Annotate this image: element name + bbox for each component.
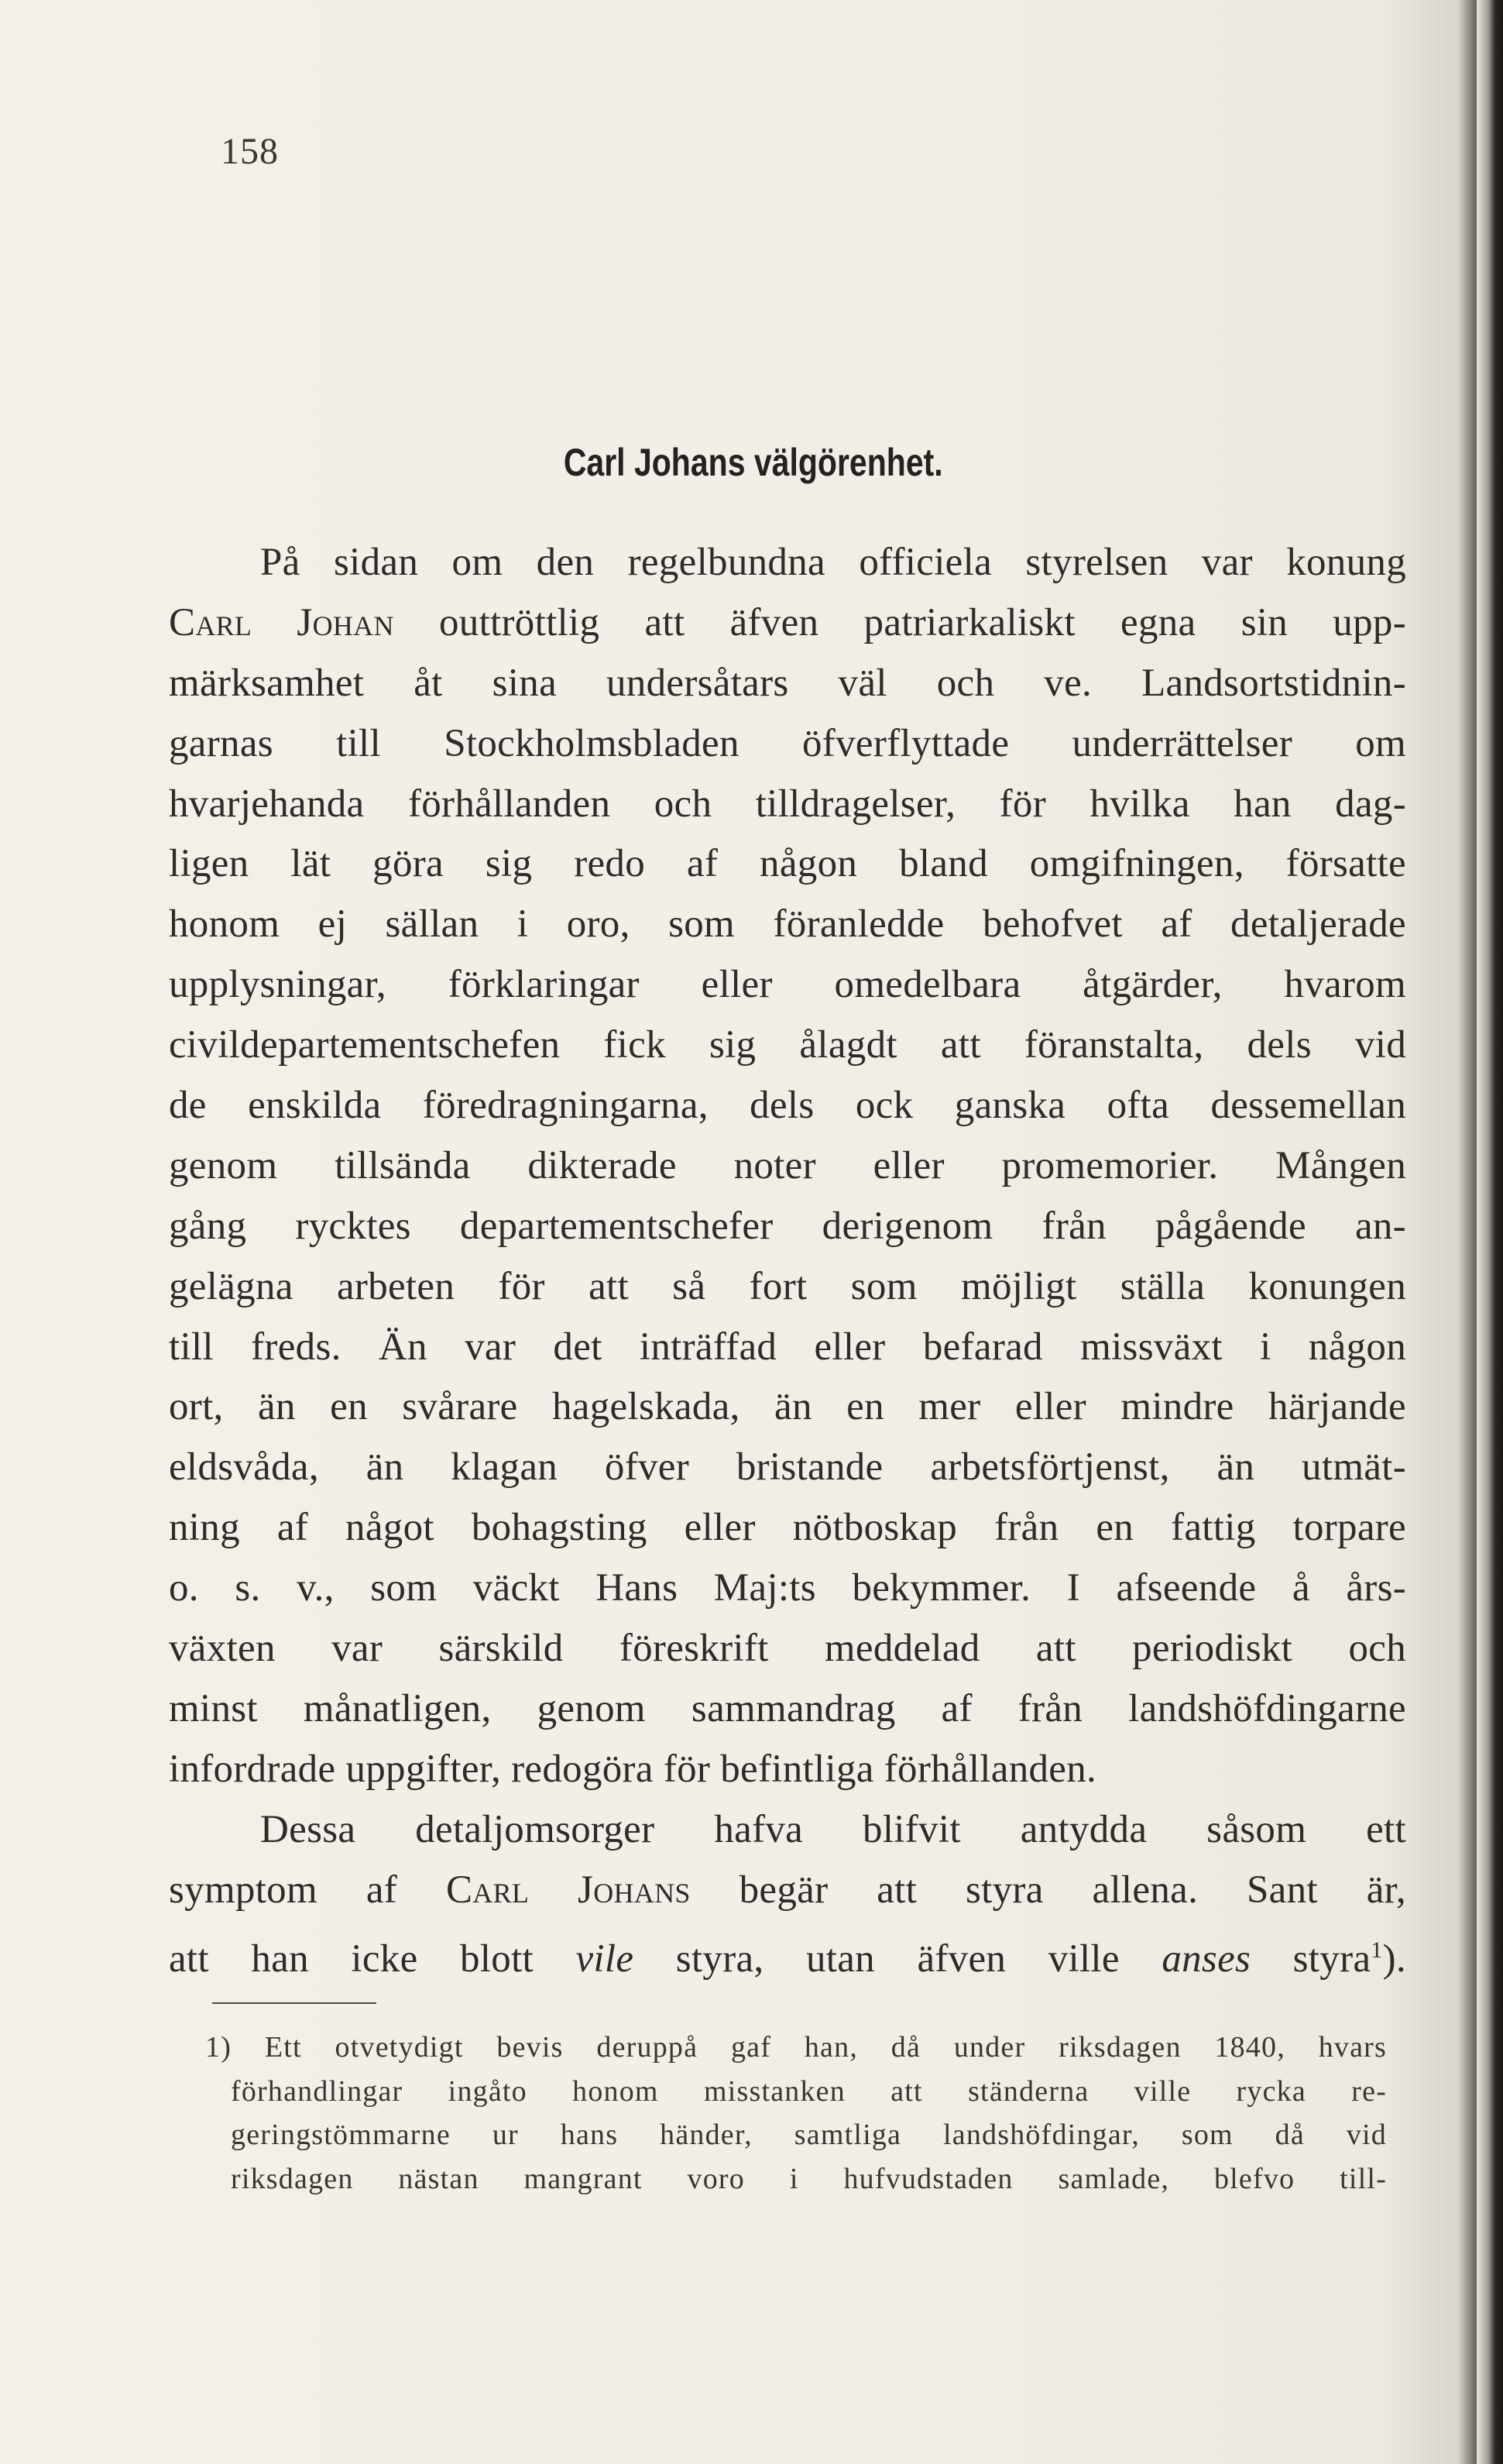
- body-line: På sidan om den regelbundna officiela styrelsen var konung: [260, 541, 1406, 584]
- body-line-text: outtröttlig att äfven patriarkaliskt egna sin upp-: [438, 600, 1406, 644]
- body-line: de enskilda föredragningarna, dels ock ganska ofta dessemellan: [169, 1084, 1406, 1128]
- body-line: minst månatligen, genom sammandrag af från landshöfdingarne: [169, 1686, 1406, 1730]
- body-line: märksamhet åt sina undersåtars väl och ve. Landsortstidnin-: [169, 661, 1406, 705]
- body-line: till freds. Än var det inträffad eller befarad missväxt i någon: [169, 1325, 1406, 1369]
- footnote-divider: [212, 2002, 376, 2004]
- footnote-marker: 1): [205, 2031, 232, 2064]
- footnote-line: [205, 2026, 1387, 2070]
- page-number: 158: [221, 131, 279, 172]
- emphasis-anses: anses: [1162, 1937, 1251, 1981]
- footnote-text: Ett otvetydigt bevis deruppå gaf han, då under riksdagen 1840, hvars: [264, 2031, 1388, 2064]
- body-line: Dessa detaljomsorger hafva blifvit antydda såsom ett: [260, 1807, 1406, 1851]
- footnotes: [205, 2026, 1388, 2201]
- footnote-line: geringstömmarne ur hans händer, samtliga landshöfdingar, som då vid: [231, 2119, 1387, 2151]
- footnote-line: riksdagen nästan mangrant voro i hufvudstaden samlade, blefvo till-: [231, 2162, 1387, 2195]
- body-line: [169, 1920, 1406, 1981]
- body-line: gelägna arbeten för att så fort som möjligt ställa konungen: [169, 1264, 1406, 1308]
- page-edge-shadow: [1477, 0, 1503, 2464]
- body-line: [169, 593, 1406, 654]
- body-line: infordrade uppgifter, redogöra för befintliga förhållanden.: [169, 1747, 1097, 1791]
- body-line: upplysningar, förklaringar eller omedelbara åtgärder, hvarom: [169, 963, 1406, 1007]
- body-line-text: begär att styra allena. Sant är,: [739, 1868, 1406, 1912]
- body-line-text: att han icke blott: [169, 1937, 534, 1981]
- body-line: o. s. v., som väckt Hans Maj:ts bekymmer. I afseende å års-: [169, 1566, 1406, 1610]
- body-line: växten var särskild föreskrift meddelad att periodiskt och: [169, 1627, 1406, 1671]
- body-line: garnas till Stockholmsbladen öfverflyttade underrättelser om: [169, 721, 1406, 765]
- body-line-text: styra, utan äfven ville: [675, 1937, 1120, 1981]
- body-line: hvarjehanda förhållanden och tilldragelser, för hvilka han dag-: [169, 782, 1406, 826]
- body-line-text: symptom af: [169, 1868, 398, 1912]
- body-line: ning af något bohagsting eller nötboskap från en fattig torpare: [169, 1506, 1406, 1550]
- body-line: [169, 1861, 1406, 1921]
- footnote-line: förhandlingar ingåto honom misstanken att ständerna ville rycka re-: [231, 2074, 1387, 2108]
- body-line-text: [1293, 1937, 1406, 1981]
- body-line: genom tillsända dikterade noter eller promemorier. Mången: [169, 1143, 1406, 1187]
- body-text: [169, 533, 1406, 1981]
- footnote-ref: 1: [1371, 1937, 1383, 1964]
- body-word: ).: [1382, 1937, 1406, 1981]
- body-line: ort, än en svårare hagelskada, än en mer eller mindre härjande: [169, 1385, 1406, 1429]
- body-line: honom ej sällan i oro, som föranledde behofvet af detaljerade: [169, 902, 1406, 947]
- body-line: ligen lät göra sig redo af någon bland omgifningen, försatte: [169, 842, 1406, 886]
- name-carl-johans: Carl Johans: [445, 1868, 691, 1912]
- emphasis-vile: vile: [575, 1937, 634, 1981]
- name-carl-johan: Carl Johan: [169, 600, 394, 644]
- chapter-title: Carl Johans välgörenhet.: [563, 441, 943, 484]
- body-line: eldsvåda, än klagan öfver bristande arbetsförtjenst, än utmät-: [169, 1445, 1406, 1490]
- body-line: civildepartementschefen fick sig ålagdt att föranstalta, dels vid: [169, 1023, 1406, 1067]
- body-line: gång rycktes departementschefer derigenom från pågående an-: [169, 1204, 1406, 1248]
- body-word: styra: [1292, 1937, 1371, 1981]
